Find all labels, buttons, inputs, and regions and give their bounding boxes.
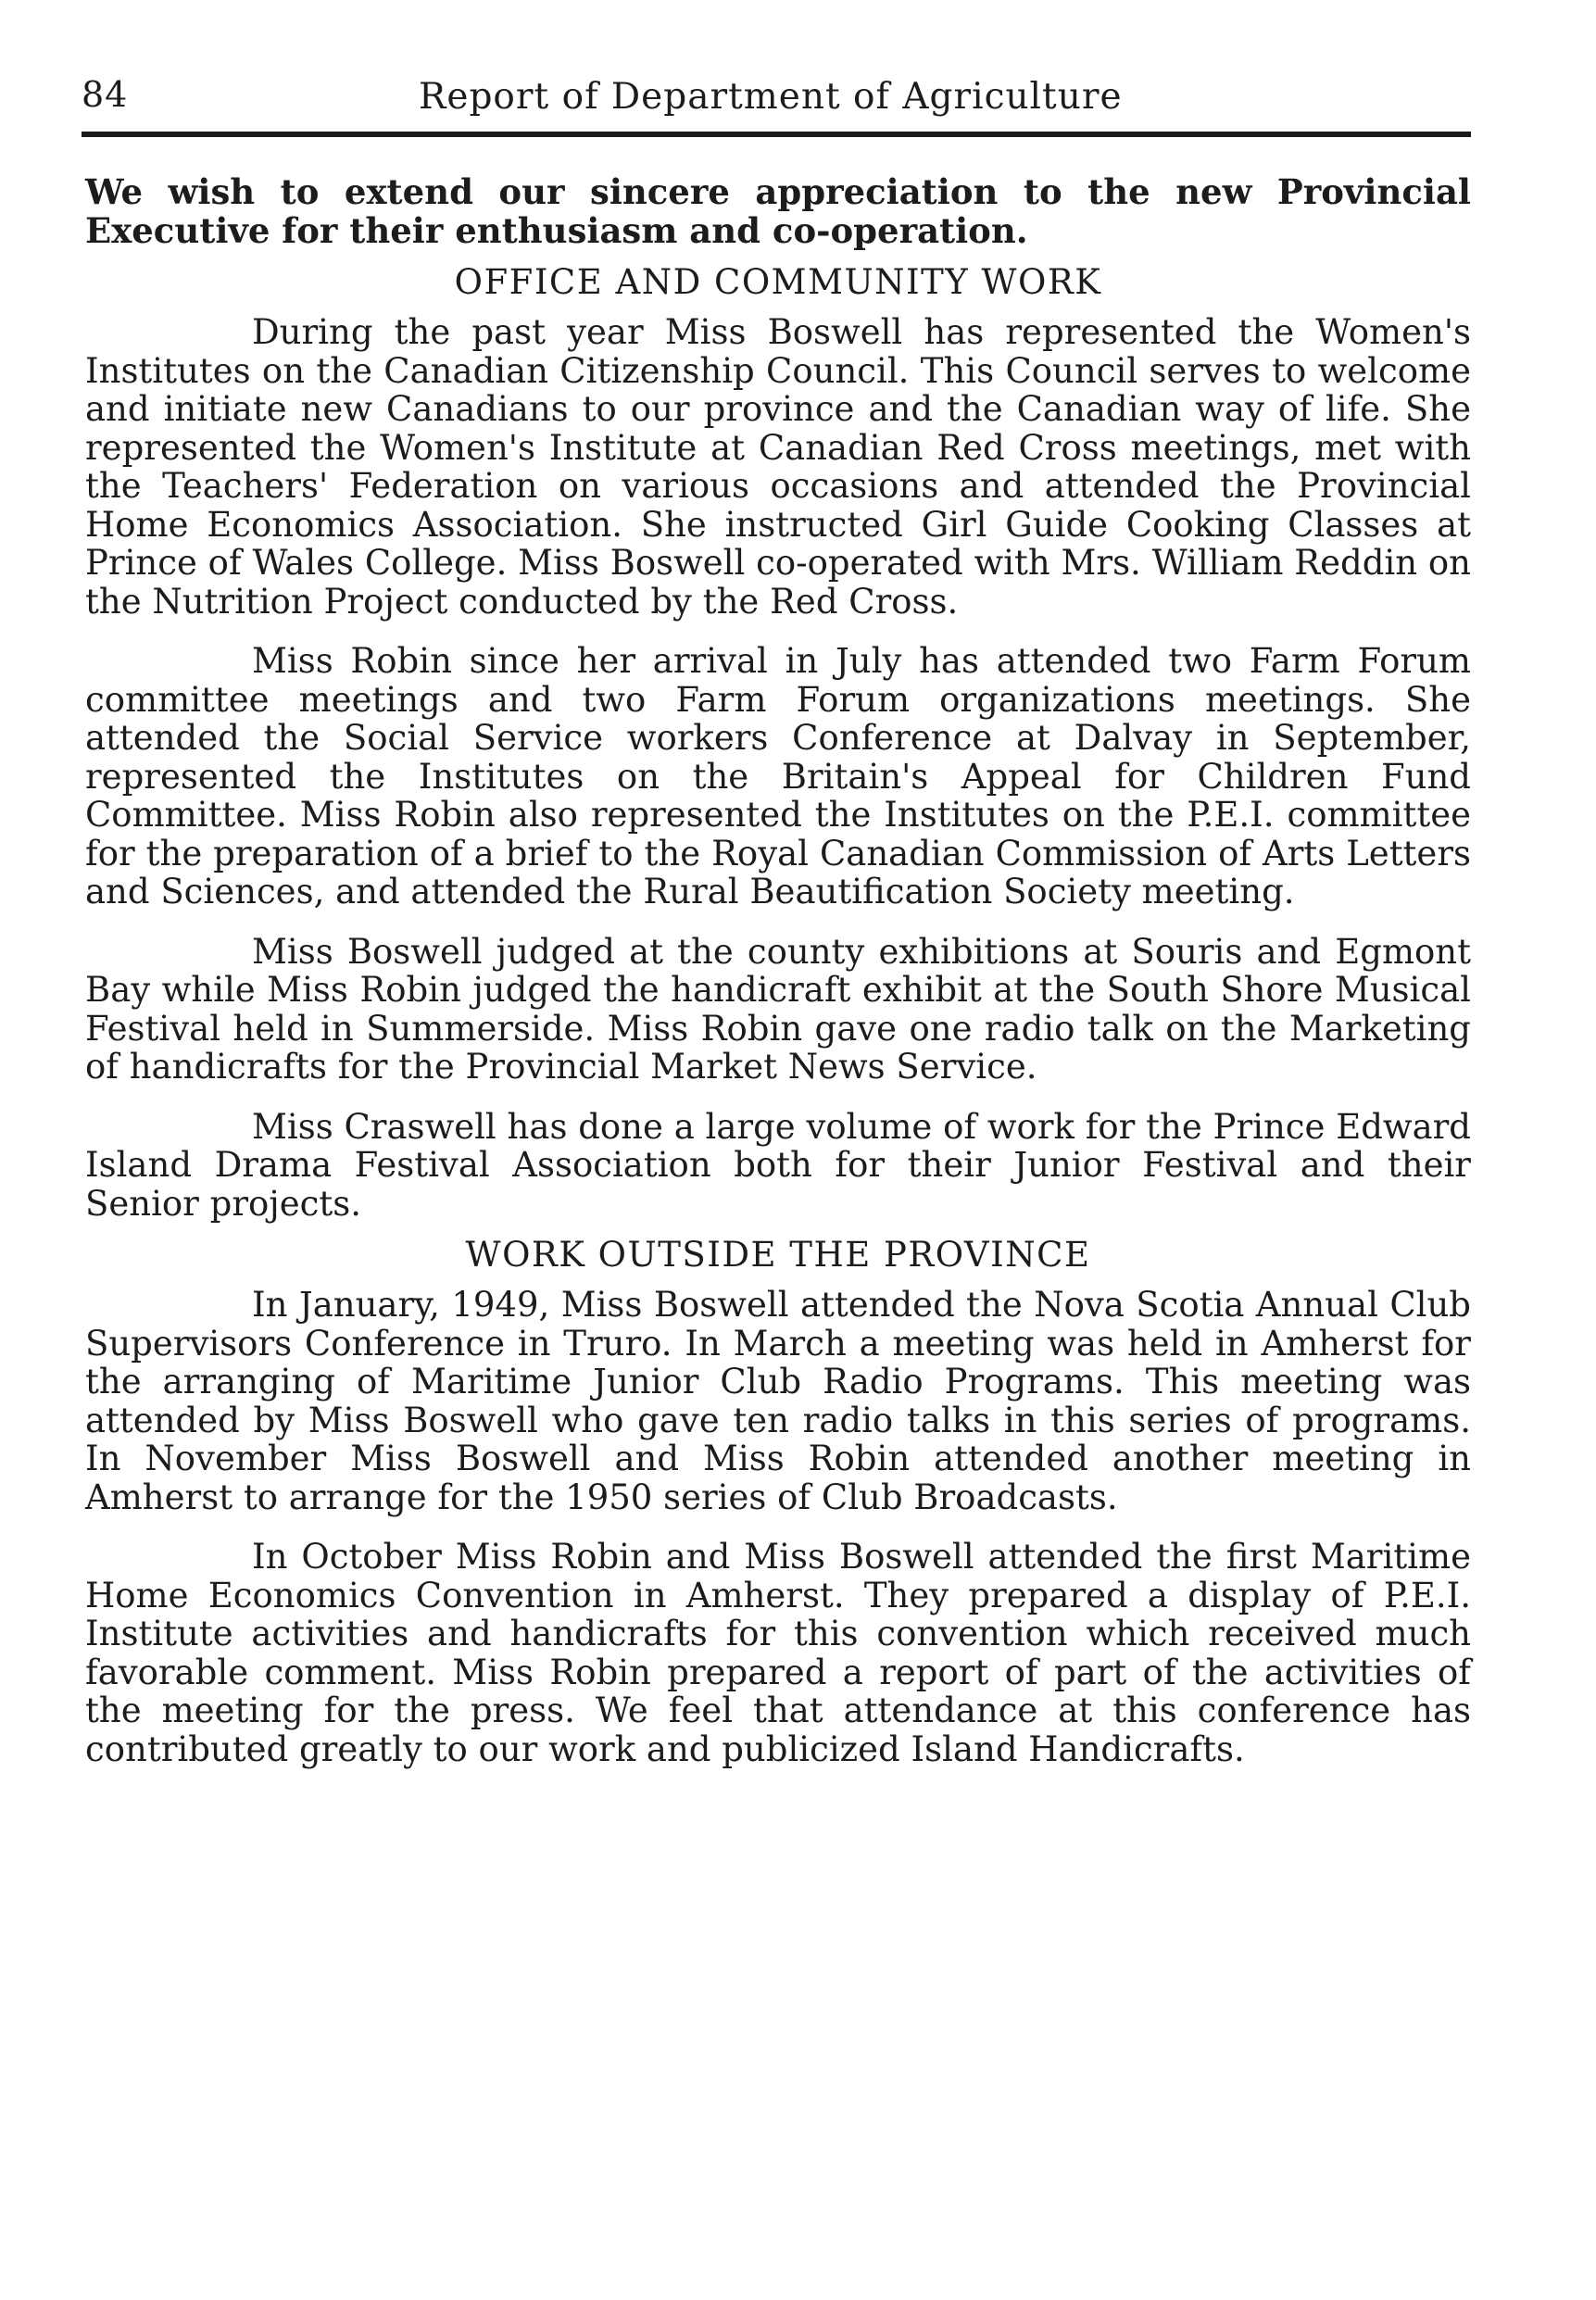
paragraph-truro-amherst: In January, 1949, Miss Boswell attended the Nova Scotia Annual Club Supervisors Conference in Truro. In March a meeting was held in Amherst for the arranging of Maritime Junior Club Radio Programs. This meeting was attended by Miss Boswell who gave ten radio talks in this series of programs. In November Miss Boswell and Miss Robin attended another meeting in Amherst to arrange for the 1950 series of Club Broadcasts.	[85, 1285, 1471, 1517]
section-heading-office-community-work: OFFICE AND COMMUNITY WORK	[454, 262, 1102, 302]
paragraph-judging-exhibitions: Miss Boswell judged at the county exhibitions at Souris and Egmont Bay while Miss Robin judged the handicraft exhibit at the South Shore Musical Festival held in Summerside. Miss Robin gave one radio talk on the Marketing of handicrafts for the Provincial Market News Service.	[85, 931, 1471, 1087]
running-header	[82, 74, 1471, 126]
paragraph-craswell-drama: Miss Craswell has done a large volume of work for the Prince Edward Island Drama Festival Association both for their Junior Festival and their Senior projects.	[85, 1106, 1471, 1224]
page-number: 84	[82, 74, 129, 115]
intro-paragraph: We wish to extend our sincere appreciation to the new Provincial Executive for their enthusiasm and co-operation.	[85, 171, 1471, 251]
body-text	[85, 173, 1471, 1768]
paragraph-maritime-convention: In October Miss Robin and Miss Boswell attended the first Maritime Home Economics Convention in Amherst. They prepared a display of P.E.I. Institute activities and handicrafts for this convention which received much favorable comment. Miss Robin prepared a report of part of the activities of the meeting for the press. We feel that attendance at this conference has contributed greatly to our work and publicized Island Handicrafts.	[85, 1537, 1471, 1769]
header-rule	[82, 132, 1471, 137]
running-header-title: Report of Department of Agriculture	[419, 76, 1123, 118]
paragraph-boswell-representation: During the past year Miss Boswell has represented the Women's Institutes on the Canadian Citizenship Council. This Council serves to welcome and initiate new Canadians to our province and the Canadian way of life. She represented the Women's Institute at Canadian Red Cross meetings, met with the Teachers' Federation on various occasions and attended the Provincial Home Economics Association. She instructed Girl Guide Cooking Classes at Prince of Wales College. Miss Boswell co-operated with Mrs. William Reddin on the Nutrition Project conducted by the Red Cross.	[85, 312, 1471, 622]
paragraph-robin-meetings: Miss Robin since her arrival in July has attended two Farm Forum committee meetings and two Farm Forum organizations meetings. She attended the Social Service workers Conference at Dalvay in September, represented the Institutes on the Britain's Appeal for Children Fund Committee. Miss Robin also represented the Institutes on the P.E.I. committee for the preparation of a brief to the Royal Canadian Commission of Arts Letters and Sciences, and attended the Rural Beautification Society meeting.	[85, 641, 1471, 911]
section-heading-work-outside-province: WORK OUTSIDE THE PROVINCE	[465, 1235, 1091, 1275]
